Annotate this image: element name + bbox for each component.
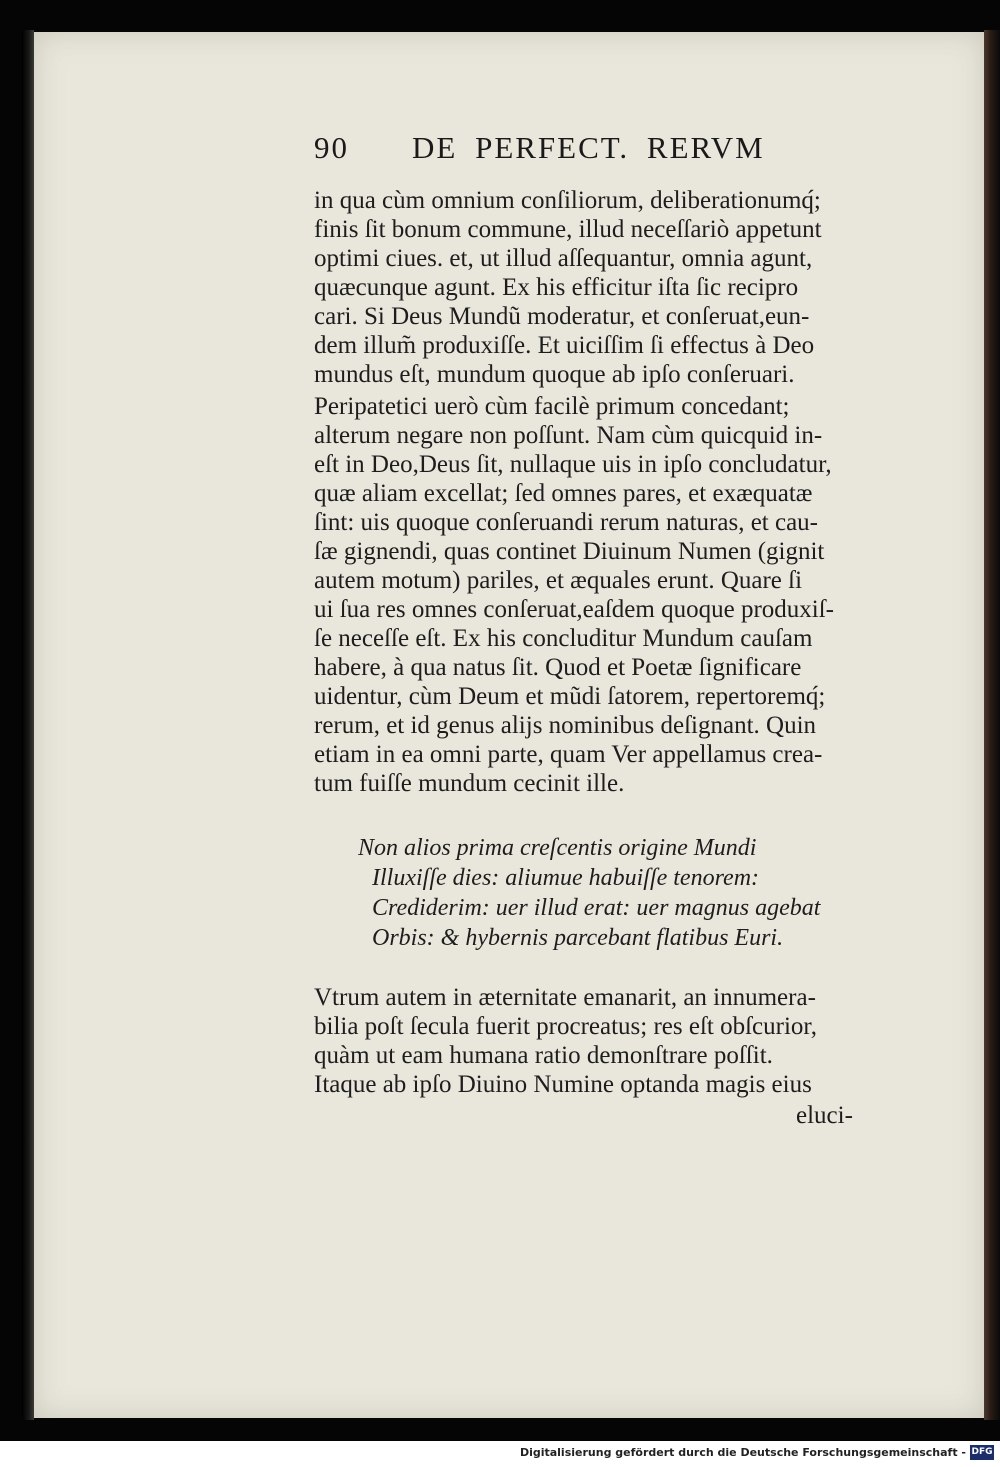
body-line: alterum negare non poſſunt. Nam cùm quicquid in- <box>314 422 823 449</box>
body-line: eſt in Deo,Deus ſit, nullaque uis in ipſo concludatur, <box>314 451 832 478</box>
body-line: in qua cùm omnium conſiliorum, deliberationumq́; <box>314 187 821 214</box>
verse-line: Illuxiſſe dies: aliumue habuiſſe tenorem: <box>372 865 760 891</box>
page-edge-left <box>22 30 34 1420</box>
body-line: Vtrum autem in æternitate emanarit, an innumera- <box>314 984 816 1011</box>
body-line: Itaque ab ipſo Diuino Numine optanda magis eius <box>314 1071 812 1098</box>
verse-line: Orbis: & hybernis parcebant flatibus Euri. <box>372 925 784 951</box>
body-line: bilia poſt ſecula fuerit procreatus; res eſt obſcurior, <box>314 1013 817 1040</box>
verse-line: Crediderim: uer illud erat: uer magnus agebat <box>372 895 821 921</box>
body-line: quæ aliam excellat; ſed omnes pares, et exæquatæ <box>314 480 813 507</box>
digitization-footer <box>0 1441 1000 1467</box>
body-line: rerum, et id genus alijs nominibus deſignant. Quin <box>314 712 817 739</box>
verse-line: Non alios prima creſcentis origine Mundi <box>358 835 757 861</box>
page-number: 90 <box>314 130 349 165</box>
body-line: ſe neceſſe eſt. Ex his concluditur Mundum cauſam <box>314 625 813 652</box>
body-line: uidentur, cùm Deum et mũdi ſatorem, repertoremq́; <box>314 683 826 710</box>
body-line: quæcunque agunt. Ex his efficitur iſta ſic recipro <box>314 274 799 301</box>
body-line: dem illum̃ produxiſſe. Et uiciſſim ſi effectus à Deo <box>314 332 815 359</box>
page-edge-right <box>984 30 1000 1420</box>
running-title: DE PERFECT. RERVM <box>412 130 765 165</box>
body-line: ui ſua res omnes conſeruat,eaſdem quoque produxiſ- <box>314 596 834 623</box>
body-line: autem motum) pariles, et æquales erunt. Quare ſi <box>314 567 803 594</box>
catchword: eluci- <box>796 1102 853 1129</box>
body-line: finis ſit bonum commune, illud neceſſariò appetunt <box>314 216 822 243</box>
funding-credit: Digitalisierung gefördert durch die Deutsche Forschungsgemeinschaft - <box>519 1446 966 1459</box>
body-line: mundus eſt, mundum quoque ab ipſo conſeruari. <box>314 361 795 388</box>
body-line: optimi ciues. et, ut illud aſſequantur, omnia agunt, <box>314 245 813 272</box>
body-line: ſæ gignendi, quas continet Diuinum Numen (gignit <box>314 538 825 565</box>
body-line: ſint: uis quoque conſeruandi rerum naturas, et cau- <box>314 509 819 536</box>
body-line: habere, à qua natus ſit. Quod et Poetæ ſignificare <box>314 654 802 681</box>
running-head <box>314 130 794 170</box>
body-line: cari. Si Deus Mundũ moderatur, et conſeruat,eun- <box>314 303 810 330</box>
body-line: etiam in ea omni parte, quam Ver appellamus crea- <box>314 741 823 768</box>
body-line: tum fuiſſe mundum cecinit ille. <box>314 770 625 797</box>
body-line: Peripatetici uerò cùm facilè primum concedant; <box>314 393 790 420</box>
body-line: quàm ut eam humana ratio demonſtrare poſſit. <box>314 1042 773 1069</box>
dfg-logo: DFG <box>970 1445 994 1460</box>
